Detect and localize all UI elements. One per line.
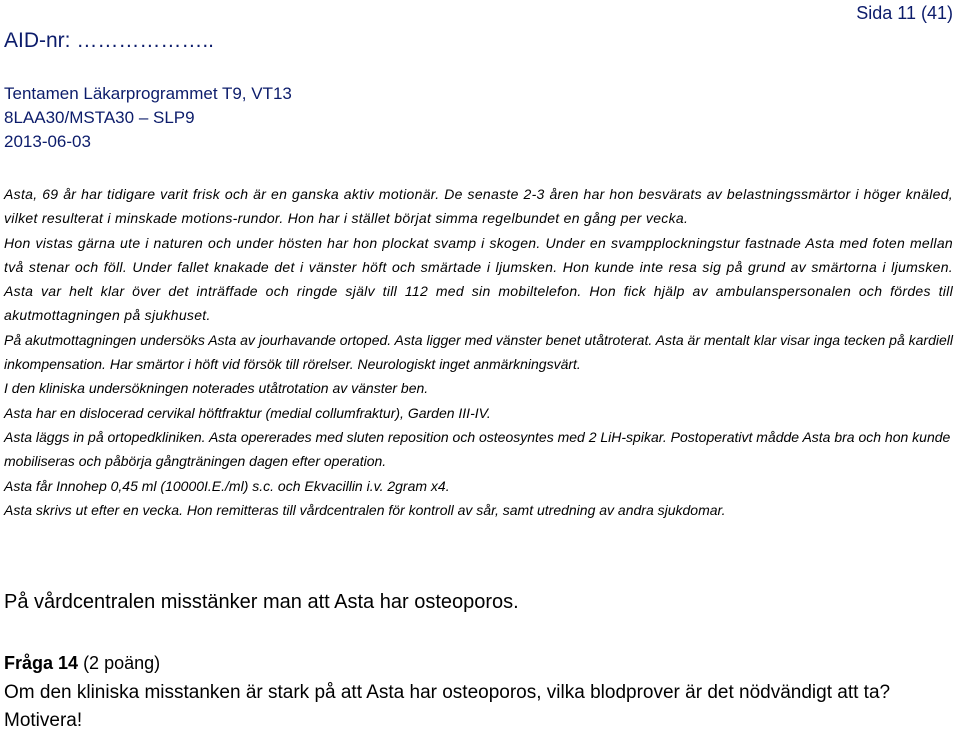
- case-paragraph-surgery: Asta läggs in på ortopedkliniken. Asta opererades med sluten reposition och osteosyntes med 2 LiH-spikar. Postoperativt mådde Asta bra och hon kunde mobiliseras och påbörja gångträningen dagen efter operation.: [4, 428, 951, 470]
- page-number: Sida 11 (41): [856, 3, 953, 23]
- exam-header: [4, 82, 292, 154]
- question-title: Fråga 14: [4, 653, 79, 673]
- question-heading: [4, 650, 160, 676]
- aid-number-label: AID-nr: ………………..: [4, 29, 215, 52]
- question-points: (2 poäng): [83, 653, 161, 673]
- case-line-examination: I den kliniska undersökningen noterades utåtrotation av vänster ben.: [4, 380, 429, 397]
- course-codes: 8LAA30/MSTA30 – SLP9: [4, 108, 195, 127]
- question-text: Om den kliniska misstanken är stark på att Asta har osteoporos, vilka blodprover är det nödvändigt att ta? Motivera!: [4, 682, 891, 731]
- osteoporosis-statement: På vårdcentralen misstänker man att Asta har osteoporos.: [4, 591, 519, 613]
- exam-title: Tentamen Läkarprogrammet T9, VT13: [4, 84, 292, 103]
- case-paragraph-accident: Hon vistas gärna ute i naturen och under hösten har hon plockat svamp i skogen. Under en svampplockningstur fastnade Asta med foten mellan två stenar och föll. Under fallet knakade det i vänster höft och smärtade i ljumsken. Hon kunde inte resa sig på grund av smärtorna i ljumsken. Asta var helt klar över det inträffade och ringde själv till 112 med sin mobiltelefon. Hon fick hjälp av ambulanspersonalen och fördes till akutmottagningen på sjukhuset.: [4, 234, 953, 324]
- case-line-discharge: Asta skrivs ut efter en vecka. Hon remitteras till vårdcentralen för kontroll av sår, samt utredning av andra sjukdomar.: [4, 501, 726, 518]
- case-paragraph-intro: Asta, 69 år har tidigare varit frisk och är en ganska aktiv motionär. De senaste 2-3 åren har hon besvärats av belastningssmärtor i höger knäled, vilket resulterat i minskade motions-rundor. Hon har i stället börjat simma regelbundet en gång per vecka.: [4, 186, 953, 227]
- case-line-medication: Asta får Innohep 0,45 ml (10000I.E./ml) s.c. och Ekvacillin i.v. 2gram x4.: [4, 477, 450, 494]
- case-description: [4, 182, 953, 522]
- case-line-diagnosis: Asta har en dislocerad cervikal höftfraktur (medial collumfraktur), Garden III-IV.: [4, 404, 491, 421]
- exam-date: 2013-06-03: [4, 132, 91, 151]
- case-paragraph-emergency: På akutmottagningen undersöks Asta av jourhavande ortoped. Asta ligger med vänster benet utåtroterat. Asta är mentalt klar visar inga tecken på kardiell inkompensation. Har smärtor i höft vid försök till rörelser. Neurologiskt inget anmärkningsvärt.: [4, 331, 953, 373]
